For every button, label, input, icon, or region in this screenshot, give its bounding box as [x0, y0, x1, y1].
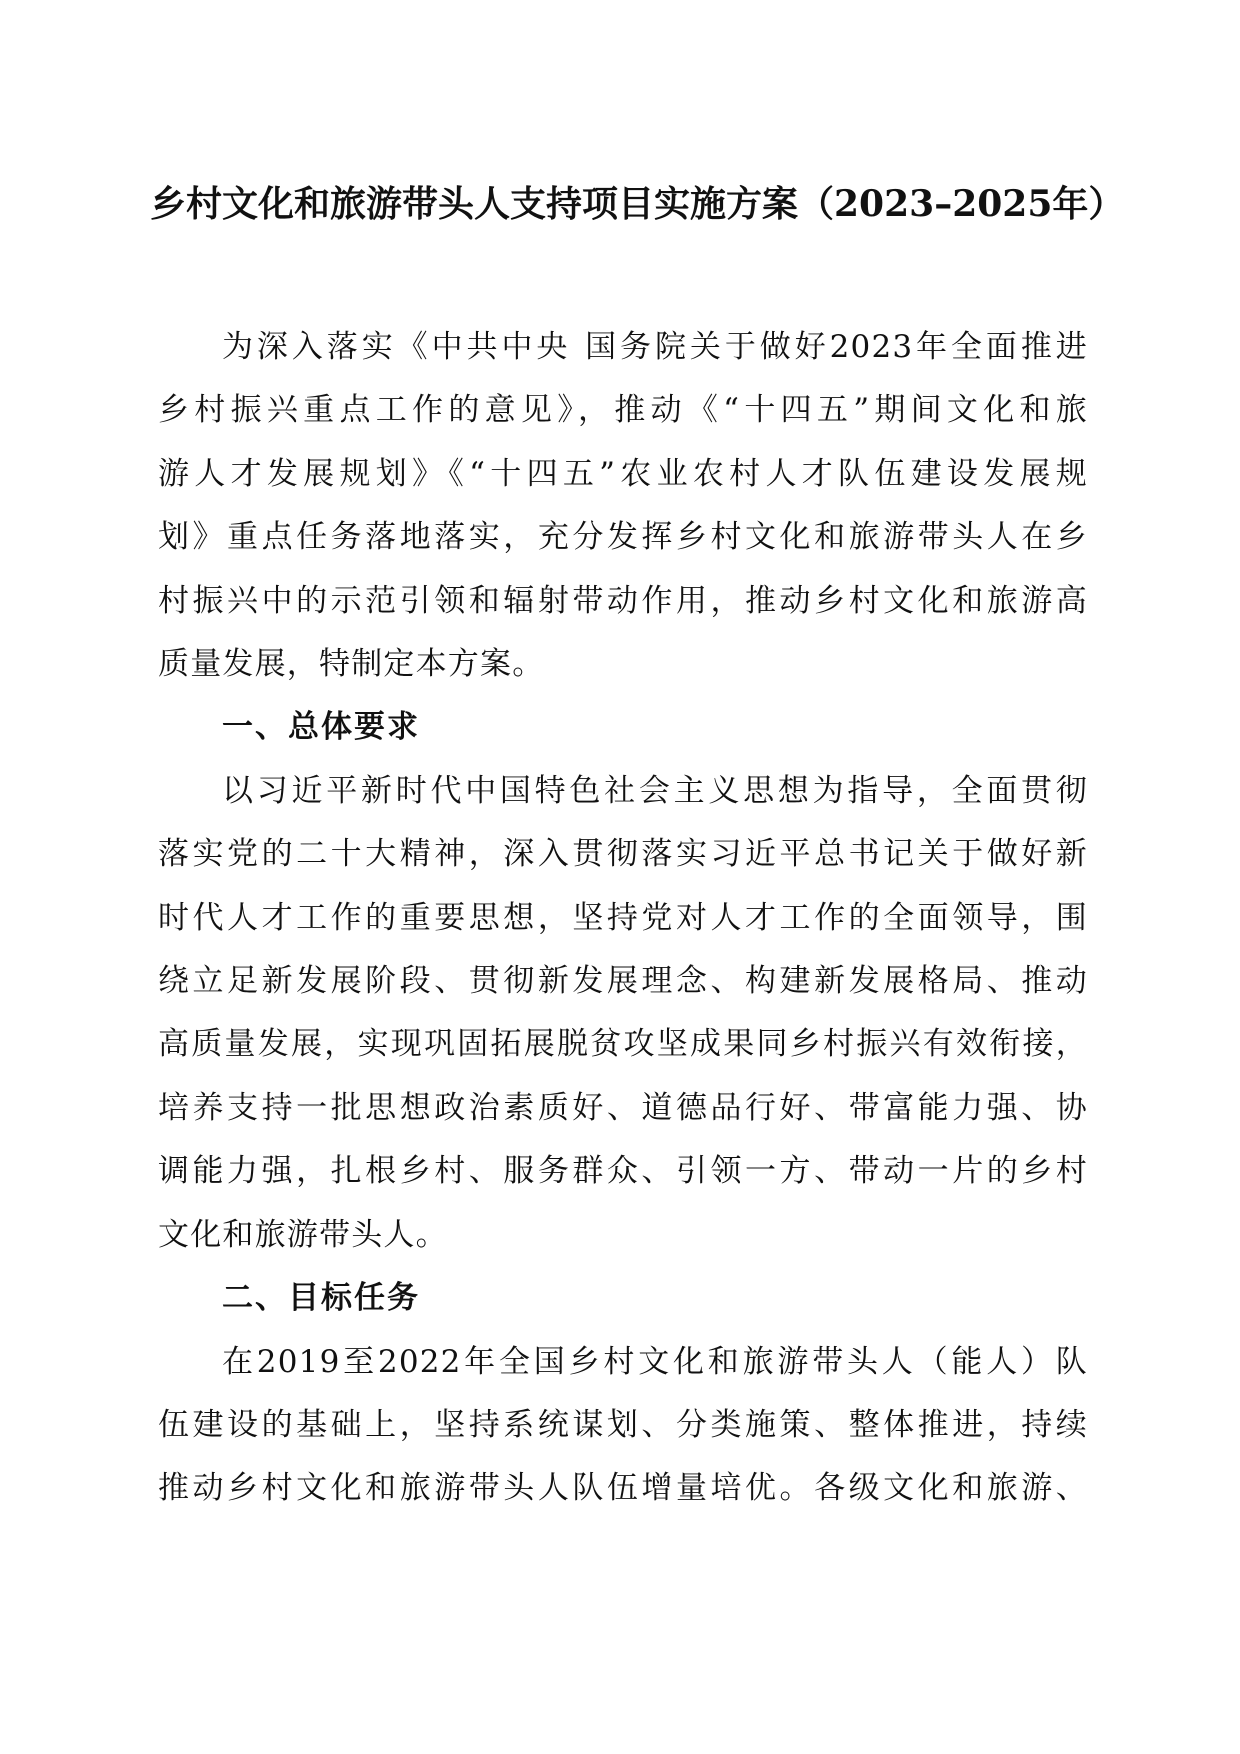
paragraph-goals-tasks: [158, 1331, 1088, 1521]
text-line: 高质量发展，实现巩固拓展脱贫攻坚成果同乡村振兴有效衔接，: [158, 1026, 1088, 1063]
text-line: 时代人才工作的重要思想，坚持党对人才工作的全面领导，围: [158, 899, 1088, 936]
text-line: 推动乡村文化和旅游带头人队伍增量培优。各级文化和旅游、: [158, 1470, 1088, 1507]
text-line: 质量发展，特制定本方案。: [158, 646, 545, 683]
paragraph-intro: [158, 316, 1088, 696]
text-line: 村振兴中的示范引领和辐射带动作用，推动乡村文化和旅游高: [158, 582, 1088, 619]
text-line: 培养支持一批思想政治素质好、道德品行好、带富能力强、协: [158, 1089, 1088, 1126]
text-line: 落实党的二十大精神，深入贯彻落实习近平总书记关于做好新: [158, 836, 1088, 873]
section-heading-goals-tasks: 二、目标任务: [222, 1280, 420, 1317]
paragraph-general-requirements: [158, 760, 1088, 1267]
text-line: 为深入落实《中共中央 国务院关于做好2023年全面推进: [222, 329, 1088, 365]
text-line: 以习近平新时代中国特色社会主义思想为指导，全面贯彻: [222, 772, 1088, 809]
section-heading-general-requirements: 一、总体要求: [222, 709, 420, 746]
text-line: 在2019至2022年全国乡村文化和旅游带头人（能人）队: [222, 1343, 1088, 1380]
text-line: 乡村振兴重点工作的意见》，推动《“十四五”期间文化和旅: [158, 392, 1088, 429]
text-line: 游人才发展规划》《“十四五”农业农村人才队伍建设发展规: [158, 455, 1088, 492]
text-line: 绕立足新发展阶段、贯彻新发展理念、构建新发展格局、推动: [158, 963, 1088, 1000]
text-line: 调能力强，扎根乡村、服务群众、引领一方、带动一片的乡村: [158, 1153, 1088, 1190]
text-line: 划》重点任务落地落实，充分发挥乡村文化和旅游带头人在乡: [158, 519, 1088, 556]
document-title: 乡村文化和旅游带头人支持项目实施方案（2023–2025年）: [150, 183, 1125, 225]
text-line: 文化和旅游带头人。: [158, 1216, 448, 1253]
text-line: 伍建设的基础上，坚持系统谋划、分类施策、整体推进，持续: [158, 1406, 1088, 1443]
document-body: [158, 316, 1088, 1521]
